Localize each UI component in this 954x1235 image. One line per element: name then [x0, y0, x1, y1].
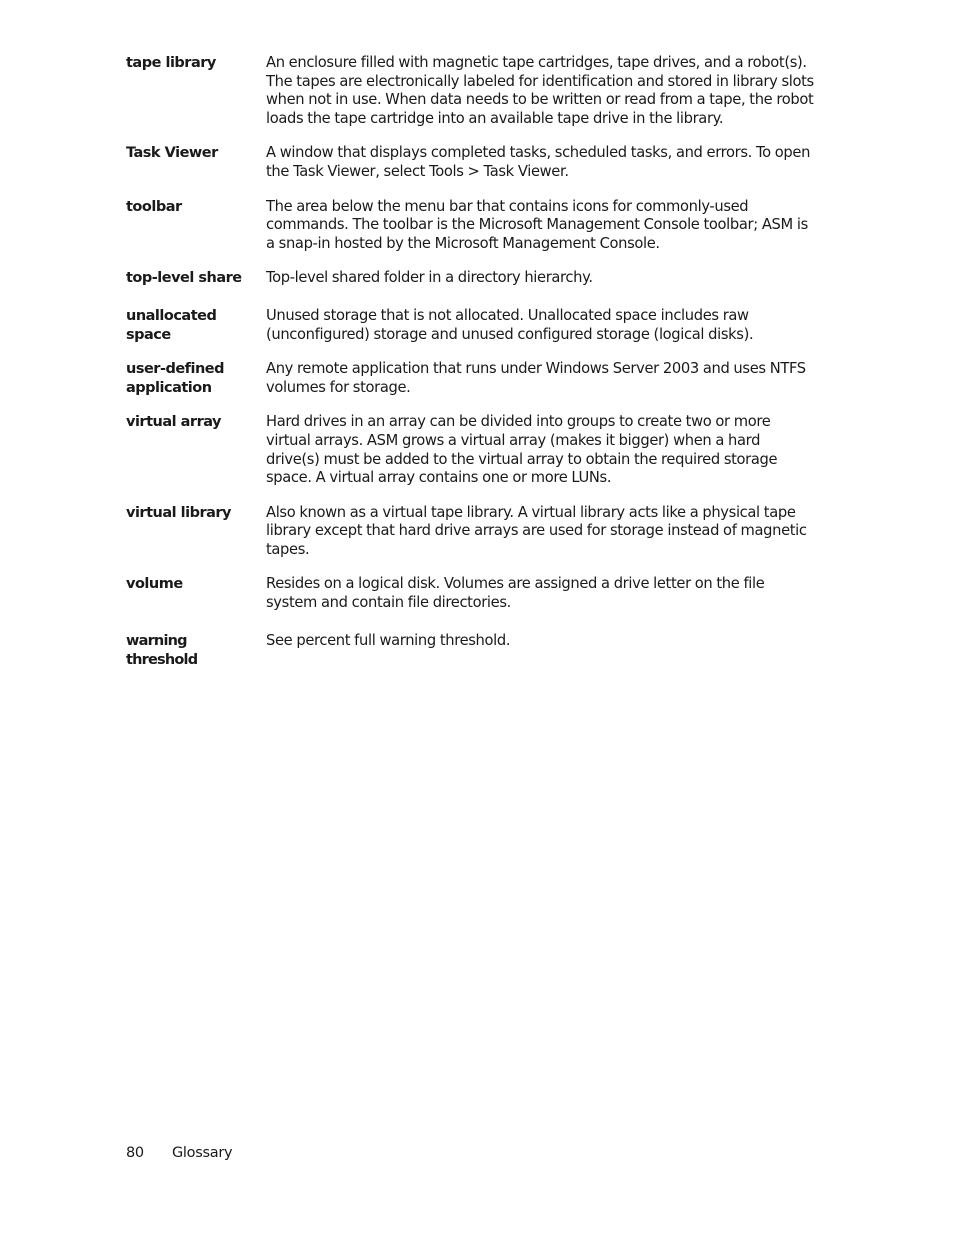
glossary-entry-volume	[126, 575, 816, 612]
glossary-definition: An enclosure filled with magnetic tape cartridges, tape drives, and a robot(s). The tapes are electronically labeled for identification and stored in library slots when not in use. When data needs to be written or read from a tape, the robot loads the tape cartridge into an available tape drive in the library.	[266, 54, 814, 127]
glossary-entry-warning-threshold	[126, 631, 816, 668]
glossary-definition: Also known as a virtual tape library. A virtual library acts like a physical tape library except that hard drive arrays are used for storage instead of magnetic tapes.	[266, 503, 807, 558]
glossary-entry-virtual-array	[126, 413, 816, 487]
glossary-term: volume	[126, 576, 183, 593]
glossary-term: toolbar	[126, 198, 182, 215]
page-number: 80	[126, 1145, 144, 1161]
glossary-term: Task Viewer	[126, 145, 218, 162]
glossary-definition: Unused storage that is not allocated. Unallocated space includes raw (unconfigured) storage and unused configured storage (logical disks).	[266, 306, 754, 343]
glossary-definition: Top-level shared folder in a directory hierarchy.	[266, 269, 593, 287]
glossary-entry-toolbar	[126, 198, 816, 254]
glossary-entry-task-viewer	[126, 144, 816, 181]
glossary-definition: See percent full warning threshold.	[266, 631, 511, 649]
glossary-entry-top-level-share	[126, 269, 816, 288]
glossary-definition: Any remote application that runs under Windows Server 2003 and uses NTFS volumes for storage.	[266, 360, 806, 396]
footer-section-title: Glossary	[172, 1145, 233, 1161]
glossary-term: virtual array	[126, 414, 222, 431]
glossary-definition: A window that displays completed tasks, scheduled tasks, and errors. To open the Task Viewer, select Tools > Task Viewer.	[266, 144, 811, 180]
glossary-term: user-defined application	[126, 361, 224, 397]
glossary-term: unallocated space	[126, 307, 217, 343]
glossary-entry-unallocated-space	[126, 307, 816, 344]
glossary-entry-user-defined-application	[126, 360, 816, 397]
glossary-definition: The area below the menu bar that contains icons for commonly-used commands. The toolbar is the Microsoft Management Console toolbar; ASM is a snap-in hosted by the Microsoft Management Console.	[266, 197, 808, 252]
page-footer	[126, 1144, 232, 1163]
glossary-entry-tape-library	[126, 54, 816, 128]
glossary-term: virtual library	[126, 504, 231, 521]
glossary-list	[126, 54, 816, 668]
glossary-term: top-level share	[126, 270, 242, 287]
glossary-definition: Hard drives in an array can be divided into groups to create two or more virtual arrays. ASM grows a virtual array (makes it bigger) when a hard drive(s) must be added to the virtual array to obtain the required storage space. A virtual array contains one or more LUNs.	[266, 413, 778, 487]
glossary-term: tape library	[126, 55, 216, 71]
glossary-definition: Resides on a logical disk. Volumes are assigned a drive letter on the file system and contain file directories.	[266, 575, 765, 612]
glossary-entry-virtual-library	[126, 504, 816, 560]
glossary-term: warning threshold	[126, 632, 198, 668]
